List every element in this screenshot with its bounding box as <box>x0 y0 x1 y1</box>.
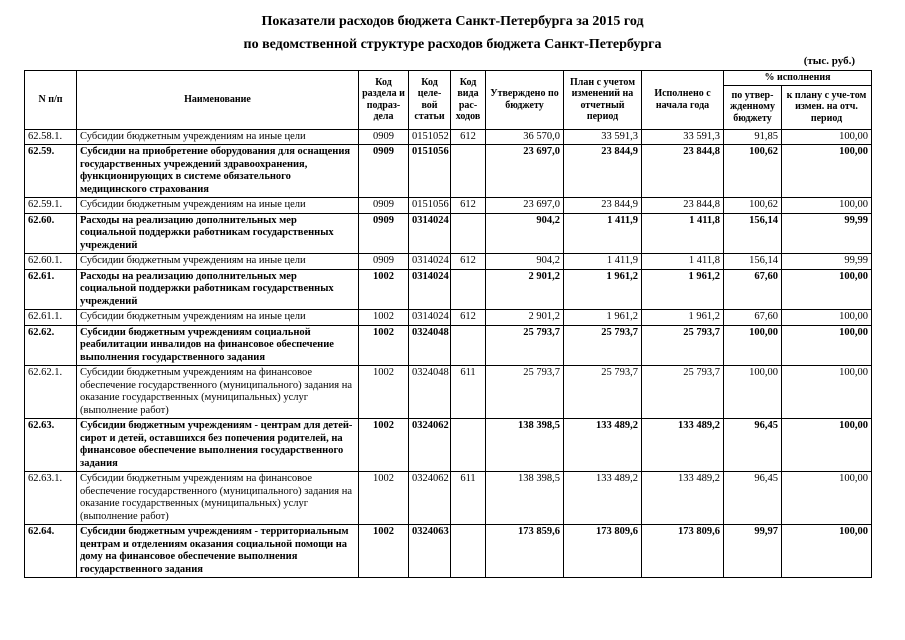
cell-pct-approved: 100,62 <box>724 145 782 198</box>
cell-name: Субсидии бюджетным учреждениям на иные цели <box>77 129 359 145</box>
cell-razdel: 1002 <box>359 525 409 578</box>
page-subtitle: по ведомственной структуре расходов бюджета Санкт-Петербурга <box>243 37 662 52</box>
cell-razdel: 0909 <box>359 129 409 145</box>
table-row <box>25 269 872 310</box>
cell-pct-plan: 100,00 <box>782 419 872 472</box>
col-header-approved: Утверждено по бюджету <box>486 71 564 130</box>
cell-pct-approved: 156,14 <box>724 213 782 254</box>
cell-razdel: 1002 <box>359 325 409 366</box>
col-header-num: N п/п <box>25 71 77 130</box>
cell-approved: 23 697,0 <box>486 145 564 198</box>
cell-executed: 23 844,8 <box>642 145 724 198</box>
cell-razdel: 0909 <box>359 213 409 254</box>
table-row <box>25 525 872 578</box>
cell-vid <box>451 325 486 366</box>
cell-pct-approved: 67,60 <box>724 269 782 310</box>
cell-vid <box>451 419 486 472</box>
table-row <box>25 325 872 366</box>
cell-vid: 612 <box>451 129 486 145</box>
cell-pct-plan: 100,00 <box>782 325 872 366</box>
cell-pct-approved: 100,00 <box>724 325 782 366</box>
cell-num: 62.61.1. <box>25 310 77 326</box>
cell-name: Субсидии бюджетным учреждениям на финансовое обеспечение государственного (муниципального) задания на оказание государственных (муниципальных) услуг (выполнение работ) <box>77 366 359 419</box>
cell-num: 62.61. <box>25 269 77 310</box>
col-header-plan: План с учетом изменений на отчетный период <box>564 71 642 130</box>
col-header-celevoy: Код целе-вой статьи <box>409 71 451 130</box>
cell-pct-plan: 100,00 <box>782 145 872 198</box>
cell-plan: 25 793,7 <box>564 325 642 366</box>
cell-name: Субсидии бюджетным учреждениям на иные цели <box>77 310 359 326</box>
table-row <box>25 145 872 198</box>
cell-pct-plan: 100,00 <box>782 269 872 310</box>
table-row <box>25 310 872 326</box>
cell-executed: 133 489,2 <box>642 472 724 525</box>
cell-vid: 612 <box>451 310 486 326</box>
cell-pct-plan: 99,99 <box>782 213 872 254</box>
cell-plan: 33 591,3 <box>564 129 642 145</box>
cell-approved: 138 398,5 <box>486 419 564 472</box>
cell-celevoy: 0324062 <box>409 472 451 525</box>
col-header-executed: Исполнено с начала года <box>642 71 724 130</box>
cell-razdel: 1002 <box>359 310 409 326</box>
table-row <box>25 366 872 419</box>
cell-approved: 23 697,0 <box>486 198 564 214</box>
cell-num: 62.62. <box>25 325 77 366</box>
cell-pct-plan: 100,00 <box>782 129 872 145</box>
cell-approved: 36 570,0 <box>486 129 564 145</box>
budget-table <box>24 70 872 578</box>
cell-approved: 2 901,2 <box>486 269 564 310</box>
table-row <box>25 419 872 472</box>
table-body <box>25 129 872 578</box>
page-title: Показатели расходов бюджета Санкт-Петербурга за 2015 год <box>261 14 644 29</box>
cell-approved: 2 901,2 <box>486 310 564 326</box>
cell-pct-plan: 99,99 <box>782 254 872 270</box>
table-row <box>25 198 872 214</box>
cell-name: Субсидии на приобретение оборудования для оснащения государственных учреждений здравоохранения, функционирующих в системе обязательного медицинского страхования <box>77 145 359 198</box>
col-header-name: Наименование <box>77 71 359 130</box>
cell-celevoy: 0324063 <box>409 525 451 578</box>
cell-celevoy: 0151056 <box>409 198 451 214</box>
cell-executed: 23 844,8 <box>642 198 724 214</box>
cell-executed: 1 961,2 <box>642 310 724 326</box>
col-header-vid: Код вида рас-ходов <box>451 71 486 130</box>
cell-pct-plan: 100,00 <box>782 198 872 214</box>
cell-pct-approved: 96,45 <box>724 419 782 472</box>
cell-executed: 25 793,7 <box>642 325 724 366</box>
cell-num: 62.60.1. <box>25 254 77 270</box>
cell-razdel: 0909 <box>359 198 409 214</box>
cell-pct-approved: 91,85 <box>724 129 782 145</box>
cell-num: 62.58.1. <box>25 129 77 145</box>
cell-executed: 1 411,8 <box>642 213 724 254</box>
cell-name: Субсидии бюджетным учреждениям - территориальным центрам и отделениям оказания социальной помощи на дому на финансовое обеспечение выполнения государственного задания <box>77 525 359 578</box>
cell-num: 62.63. <box>25 419 77 472</box>
cell-pct-approved: 156,14 <box>724 254 782 270</box>
cell-approved: 173 859,6 <box>486 525 564 578</box>
table-row <box>25 213 872 254</box>
cell-executed: 1 961,2 <box>642 269 724 310</box>
cell-executed: 1 411,8 <box>642 254 724 270</box>
cell-plan: 1 411,9 <box>564 254 642 270</box>
table-row <box>25 254 872 270</box>
cell-vid <box>451 269 486 310</box>
cell-executed: 133 489,2 <box>642 419 724 472</box>
cell-vid: 611 <box>451 472 486 525</box>
cell-plan: 1 961,2 <box>564 269 642 310</box>
cell-vid: 612 <box>451 254 486 270</box>
cell-plan: 25 793,7 <box>564 366 642 419</box>
cell-num: 62.59. <box>25 145 77 198</box>
cell-celevoy: 0151052 <box>409 129 451 145</box>
cell-plan: 1 411,9 <box>564 213 642 254</box>
units-label: (тыс. руб.) <box>803 55 855 67</box>
cell-plan: 1 961,2 <box>564 310 642 326</box>
col-header-pct-approved: по утвер-жденному бюджету <box>724 85 782 129</box>
cell-num: 62.64. <box>25 525 77 578</box>
cell-num: 62.59.1. <box>25 198 77 214</box>
cell-name: Субсидии бюджетным учреждениям на финансовое обеспечение государственного (муниципального) задания на оказание государственных (муниципальных) услуг (выполнение работ) <box>77 472 359 525</box>
cell-name: Субсидии бюджетным учреждениям - центрам для детей-сирот и детей, оставшихся без попечения родителей, на финансовое обеспечение выполнения государственного задания <box>77 419 359 472</box>
cell-plan: 23 844,9 <box>564 198 642 214</box>
cell-pct-plan: 100,00 <box>782 472 872 525</box>
cell-pct-plan: 100,00 <box>782 366 872 419</box>
cell-razdel: 1002 <box>359 472 409 525</box>
cell-plan: 133 489,2 <box>564 419 642 472</box>
cell-executed: 33 591,3 <box>642 129 724 145</box>
cell-razdel: 0909 <box>359 254 409 270</box>
cell-num: 62.63.1. <box>25 472 77 525</box>
col-header-pct-group: % исполнения <box>724 71 872 86</box>
cell-name: Субсидии бюджетным учреждениям на иные цели <box>77 254 359 270</box>
cell-approved: 138 398,5 <box>486 472 564 525</box>
cell-approved: 904,2 <box>486 254 564 270</box>
cell-vid <box>451 525 486 578</box>
cell-razdel: 1002 <box>359 366 409 419</box>
cell-pct-approved: 67,60 <box>724 310 782 326</box>
cell-celevoy: 0314024 <box>409 254 451 270</box>
cell-celevoy: 0324048 <box>409 366 451 419</box>
cell-plan: 173 809,6 <box>564 525 642 578</box>
cell-approved: 25 793,7 <box>486 366 564 419</box>
col-header-razdel: Код раздела и подраз-дела <box>359 71 409 130</box>
cell-num: 62.60. <box>25 213 77 254</box>
cell-pct-approved: 100,00 <box>724 366 782 419</box>
cell-vid: 611 <box>451 366 486 419</box>
cell-executed: 25 793,7 <box>642 366 724 419</box>
cell-razdel: 0909 <box>359 145 409 198</box>
cell-celevoy: 0314024 <box>409 269 451 310</box>
cell-celevoy: 0314024 <box>409 310 451 326</box>
col-header-pct-plan: к плану с уче-том измен. на отч. период <box>782 85 872 129</box>
cell-celevoy: 0324062 <box>409 419 451 472</box>
cell-plan: 133 489,2 <box>564 472 642 525</box>
cell-name: Субсидии бюджетным учреждениям на иные цели <box>77 198 359 214</box>
cell-celevoy: 0314024 <box>409 213 451 254</box>
table-row <box>25 129 872 145</box>
cell-approved: 904,2 <box>486 213 564 254</box>
cell-razdel: 1002 <box>359 419 409 472</box>
cell-plan: 23 844,9 <box>564 145 642 198</box>
cell-executed: 173 809,6 <box>642 525 724 578</box>
cell-name: Субсидии бюджетным учреждениям социальной реабилитации инвалидов на финансовое обеспечение выполнения государственного задания <box>77 325 359 366</box>
table-row <box>25 472 872 525</box>
cell-name: Расходы на реализацию дополнительных мер социальной поддержки работникам государственных учреждений <box>77 269 359 310</box>
cell-name: Расходы на реализацию дополнительных мер социальной поддержки работникам государственных учреждений <box>77 213 359 254</box>
cell-vid <box>451 213 486 254</box>
cell-pct-plan: 100,00 <box>782 310 872 326</box>
cell-pct-approved: 100,62 <box>724 198 782 214</box>
cell-vid: 612 <box>451 198 486 214</box>
cell-pct-plan: 100,00 <box>782 525 872 578</box>
cell-razdel: 1002 <box>359 269 409 310</box>
cell-approved: 25 793,7 <box>486 325 564 366</box>
cell-pct-approved: 96,45 <box>724 472 782 525</box>
cell-celevoy: 0151056 <box>409 145 451 198</box>
cell-vid <box>451 145 486 198</box>
cell-celevoy: 0324048 <box>409 325 451 366</box>
cell-num: 62.62.1. <box>25 366 77 419</box>
cell-pct-approved: 99,97 <box>724 525 782 578</box>
